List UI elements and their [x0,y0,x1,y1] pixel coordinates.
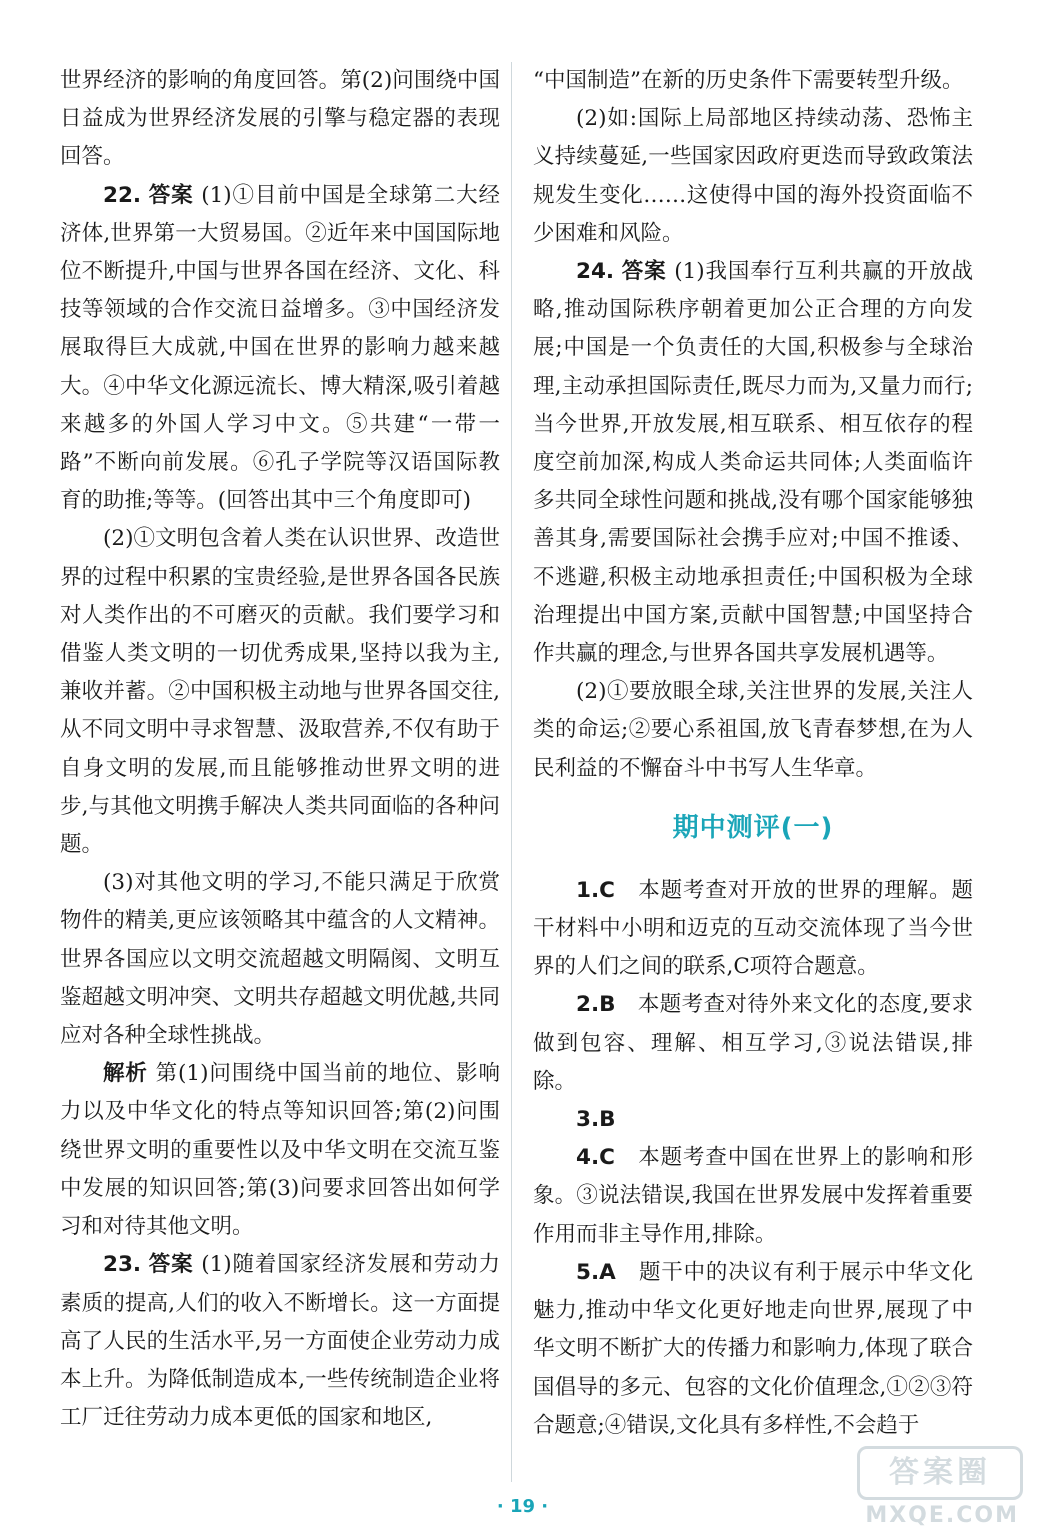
question-24-part2: (2)①要放眼全球,关注世界的发展,关注人类的命运;②要心系祖国,放飞青春梦想,在为人民利益的不懈奋斗中书写人生华章。 [533,679,973,781]
item-answer: C [599,877,615,903]
question-22-answer-label: 答案 [148,182,194,208]
question-22-number: 22. [103,182,142,208]
item-number: 1. [576,877,600,903]
list-item [533,1101,973,1139]
watermark-logo [853,1446,1023,1528]
item-text: 题干中的决议有利于展示中华文化魅力,推动中华文化更好地走向世界,展现了中华文明不断扩大的传播力和影响力,体现了联合国倡导的多元、包容的文化价值理念,①②③符合题意;④错误,文化具有多样性,不会趋于 [533,1259,973,1438]
list-item [533,986,973,1101]
item-answer: C [599,1145,615,1171]
analysis-label: 解析 [103,1061,148,1087]
question-23-part2: (2)如:国际上局部地区持续动荡、恐怖主义持续蔓延,一些国家因政府更迭而导致政策法规发生变化……这使得中国的海外投资面临不少困难和风险。 [533,106,973,246]
question-22-part3: (3)对其他文明的学习,不能只满足于欣赏物件的精美,更应该领略其中蕴含的人文精神。世界各国应以文明交流超越文明隔阂、文明互鉴超越文明冲突、文明共存超越文明优越,共同应对各种全球性挑战。 [60,870,500,1049]
watermark-url: MXQE.COM [865,1503,1019,1528]
question-24-part1 [533,253,973,673]
question-24-part1-text: (1)我国奉行互利共赢的开放战略,推动国际秩序朝着更加公正合理的方向发展;中国是一个负责任的大国,积极参与全球治理,主动承担国际责任,既尽力而为,又量力而行;当今世界,开放发展,相互联系、相互依存的程度空前加深,构成人类命运共同体;人类面临许多共同全球性问题和挑战,没有哪个国家能够独善其身,需要国际社会携手应对;中国不推诿、不逃避,积极主动地承担责任;中国积极为全球治理提出中国方案,贡献中国智慧;中国坚持合作共赢的理念,与世界各国共享发展机遇等。 [533,259,973,667]
list-item [533,872,973,987]
analysis-text: 第(1)问围绕中国当前的地位、影响力以及中华文化的特点等知识回答;第(2)问围绕世界文明的重要性以及中华文明在交流互鉴中发展的知识回答;第(3)问要求回答出如何学习和对待其他文明。 [60,1061,500,1240]
section-title: 期中测评(一) [672,812,834,843]
item-number: 2. [576,992,600,1018]
question-22-part1-text: (1)①目前中国是全球第二大经济体,世界第一大贸易国。②近年来中国国际地位不断提升,中国与世界各国在经济、文化、科技等领域的合作交流日益增多。③中国经济发展取得巨大成就,中国在世界的影响力越来越大。④中华文化源远流长、博大精深,吸引着越来越多的外国人学习中文。⑤共建“一带一路”不断向前发展。⑥孔子学院等汉语国际教育的助推;等等。(回答出其中三个角度即可) [60,182,500,514]
item-text: 本题考查中国在世界上的影响和形象。③说法错误,我国在世界发展中发挥着重要作用而非主导作用,排除。 [533,1145,973,1247]
item-number: 5. [576,1259,600,1285]
question-22-part1 [60,177,500,521]
column-divider [511,62,512,1482]
item-answer: B [599,1107,616,1133]
list-item [533,1254,973,1445]
item-answer: B [599,992,616,1018]
item-answer: A [599,1259,616,1285]
question-22-part2: (2)①文明包含着人类在认识世界、改造世界的过程中积累的宝贵经验,是世界各国各民族对人类作出的不可磨灭的贡献。我们要学习和借鉴人类文明的一切优秀成果,坚持以我为主,兼收并蓄。②中国积极主动地与世界各国交往,从不同文明中寻求智慧、汲取营养,不仅有助于自身文明的发展,而且能够推动世界文明的进步,与其他文明携手解决人类共同面临的各种问题。 [60,526,500,858]
item-text: 本题考查对开放的世界的理解。题干材料中小明和迈克的互动交流体现了当今世界的人们之间的联系,C项符合题意。 [533,877,973,980]
watermark-title: 答案圈 [857,1446,1023,1500]
question-23-number: 23. [103,1252,142,1278]
question-24-number: 24. [576,259,615,285]
left-intro-paragraph: 世界经济的影响的角度回答。第(2)问围绕中国日益成为世界经济发展的引擎与稳定器的表现回答。 [60,68,500,170]
right-column [533,62,973,1445]
question-23-answer-label: 答案 [148,1252,194,1278]
item-number: 4. [576,1145,600,1171]
question-22-analysis [60,1055,500,1246]
item-number: 3. [576,1107,600,1133]
question-24-answer-label: 答案 [621,259,667,285]
left-column [60,62,500,1437]
question-23-part1-text: (1)随着国家经济发展和劳动力素质的提高,人们的收入不断增长。这一方面提高了人民的生活水平,另一方面使企业劳动力成本上升。为降低制造成本,一些传统制造企业将工厂迁往劳动力成本更低的国家和地区, [60,1252,500,1431]
list-item [533,1139,973,1254]
question-23-part1 [60,1246,500,1437]
item-text: 本题考查对待外来文化的态度,要求做到包容、理解、相互学习,③说法错误,排除。 [533,992,973,1094]
question-23-continued: “中国制造”在新的历史条件下需要转型升级。 [533,68,964,93]
page-number: · 19 · [496,1496,549,1517]
